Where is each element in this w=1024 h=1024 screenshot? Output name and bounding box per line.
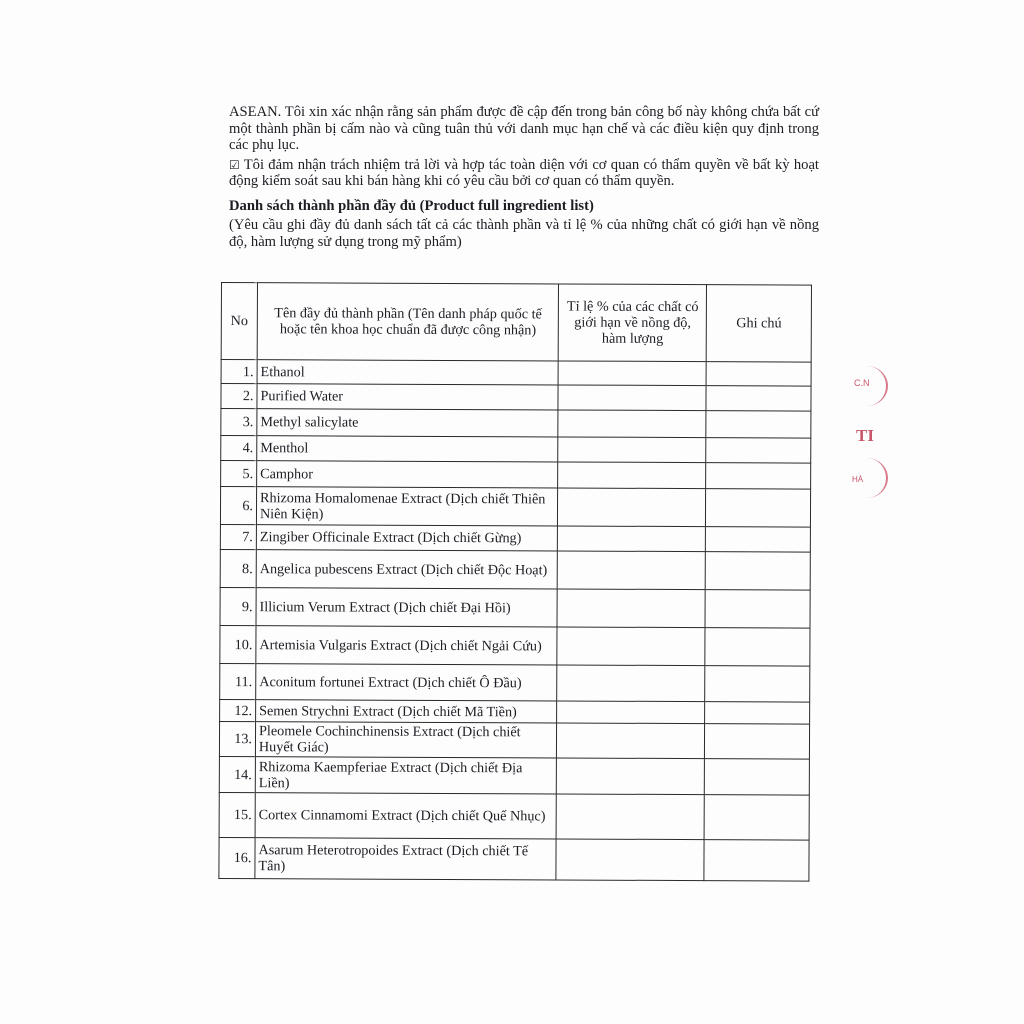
ingredient-name: Aconitum fortunei Extract (Dịch chiết Ô Đầu): [256, 664, 558, 701]
note-cell: [706, 411, 811, 438]
note-cell: [706, 362, 811, 386]
stamp-text-top: C.N: [854, 378, 870, 388]
ingredient-name: Asarum Heterotropoides Extract (Dịch chiết Tế Tân): [255, 838, 557, 880]
row-number: 9.: [220, 587, 256, 625]
row-number: 2.: [221, 384, 257, 409]
ratio-cell: [558, 385, 706, 411]
table-row: [219, 792, 809, 840]
table-row: [219, 837, 809, 881]
header-note: Ghi chú: [706, 285, 811, 362]
ingredient-name: Angelica pubescens Extract (Dịch chiết Độc Hoạt): [256, 550, 558, 589]
note-cell: [706, 386, 811, 411]
stamp-text-bottom: HÀ: [852, 475, 864, 484]
ingredient-name: Cortex Cinnamomi Extract (Dịch chiết Quế Nhục): [255, 793, 557, 839]
document-body: [229, 104, 819, 253]
note-cell: [704, 759, 809, 795]
note-cell: [705, 628, 810, 666]
row-number: 8.: [220, 549, 256, 587]
row-number: 6.: [220, 487, 256, 525]
ratio-cell: [557, 701, 705, 724]
ratio-cell: [557, 589, 705, 628]
table-row: [220, 663, 810, 702]
red-stamp-fragment: [846, 360, 886, 500]
row-number: 1.: [221, 360, 257, 384]
note-cell: [704, 840, 809, 881]
table-row: [220, 625, 810, 666]
note-cell: [706, 527, 811, 552]
ingredient-name: Illicium Verum Extract (Dịch chiết Đại Hồi): [256, 588, 558, 627]
ingredient-name: Semen Strychni Extract (Dịch chiết Mã Tiền): [256, 700, 558, 723]
table-row: [220, 487, 810, 528]
table-row: [220, 524, 810, 552]
header-ingredient-name: Tên đầy đủ thành phần (Tên danh pháp quốc tế hoặc tên khoa học chuẩn đã được công nhận): [257, 283, 559, 361]
row-number: 7.: [220, 524, 256, 549]
ratio-cell: [557, 627, 705, 666]
ingredient-name: Menthol: [257, 436, 559, 462]
ratio-cell: [556, 839, 704, 881]
ratio-cell: [558, 437, 706, 463]
ratio-cell: [558, 488, 706, 527]
row-number: 16.: [219, 837, 255, 878]
ratio-cell: [557, 665, 705, 702]
row-number: 14.: [219, 756, 255, 792]
ingredient-rows: [219, 360, 811, 882]
ingredient-name: Camphor: [257, 461, 559, 488]
commitment-text: Tôi đảm nhận trách nhiệm trả lời và hợp tác toàn diện với cơ quan có thẩm quyền về bất kỳ hoạt động kiểm soát sau khi bán hàng khi có yêu cầu bởi cơ quan có thẩm quyền.: [229, 156, 819, 189]
section-title: Danh sách thành phần đầy đủ (Product full ingredient list): [229, 197, 594, 214]
row-number: 4.: [221, 436, 257, 461]
ratio-cell: [558, 526, 706, 552]
row-number: 5.: [221, 461, 257, 487]
note-cell: [706, 438, 811, 463]
table-row: [221, 360, 811, 387]
ingredient-name: Pleomele Cochinchinensis Extract (Dịch chiết Huyết Giác): [255, 722, 557, 758]
ratio-cell: [559, 361, 707, 386]
checked-checkbox-icon: ☑: [229, 157, 240, 172]
ingredient-name: Rhizoma Kaempferiae Extract (Dịch chiết Địa Liền): [255, 757, 557, 794]
note-cell: [704, 795, 809, 840]
note-cell: [705, 724, 810, 759]
row-number: 11.: [220, 663, 256, 699]
note-cell: [706, 489, 811, 527]
ingredient-name: Artemisia Vulgaris Extract (Dịch chiết Ngải Cứu): [256, 626, 558, 665]
ratio-cell: [557, 794, 705, 840]
ingredient-name: Ethanol: [257, 360, 559, 385]
note-cell: [705, 702, 810, 724]
note-cell: [705, 552, 810, 590]
table-row: [219, 756, 809, 795]
note-cell: [705, 666, 810, 702]
stamp-text-mid: TI: [856, 426, 874, 445]
ratio-cell: [557, 723, 705, 759]
ingredient-table: [218, 282, 812, 882]
row-number: 3.: [221, 409, 257, 436]
row-number: 15.: [219, 792, 255, 837]
section-note: (Yêu cầu ghi đầy đủ danh sách tất cả các thành phần và tỉ lệ % của những chất có giới hạn về nồng độ, hàm lượng sử dụng trong mỹ phẩm): [229, 217, 819, 250]
table-row: [219, 721, 809, 759]
commitment-paragraph: [229, 157, 819, 190]
ingredient-name: Zingiber Officinale Extract (Dịch chiết Gừng): [256, 525, 558, 551]
header-no: No: [221, 283, 257, 360]
row-number: 12.: [220, 699, 256, 721]
table-row: [221, 384, 811, 412]
row-number: 13.: [219, 721, 255, 756]
table-row: [220, 699, 810, 724]
ratio-cell: [558, 462, 706, 489]
table-row: [221, 436, 811, 464]
table-row: [221, 409, 811, 439]
intro-paragraph: ASEAN. Tôi xin xác nhận rằng sản phẩm được đề cập đến trong bản công bố này không chứa bất cứ một thành phần bị cấm nào và cũng tuân thủ với danh mục hạn chế và các điều kiện quy định trong các phụ lục.: [229, 104, 819, 153]
header-ratio: Tỉ lệ % của các chất có giới hạn về nồng độ, hàm lượng: [559, 284, 707, 362]
ingredient-name: Rhizoma Homalomenae Extract (Dịch chiết Thiên Niên Kiện): [256, 487, 558, 526]
note-cell: [705, 590, 810, 628]
note-cell: [706, 463, 811, 489]
table-header-row: [221, 283, 811, 363]
ratio-cell: [558, 551, 706, 590]
table-row: [220, 587, 810, 628]
ingredient-name: Methyl salicylate: [257, 409, 559, 437]
ratio-cell: [557, 758, 705, 795]
row-number: 10.: [220, 625, 256, 663]
table-row: [221, 461, 811, 490]
table-row: [220, 549, 810, 590]
ingredient-name: Purified Water: [257, 384, 559, 410]
ratio-cell: [558, 410, 706, 438]
